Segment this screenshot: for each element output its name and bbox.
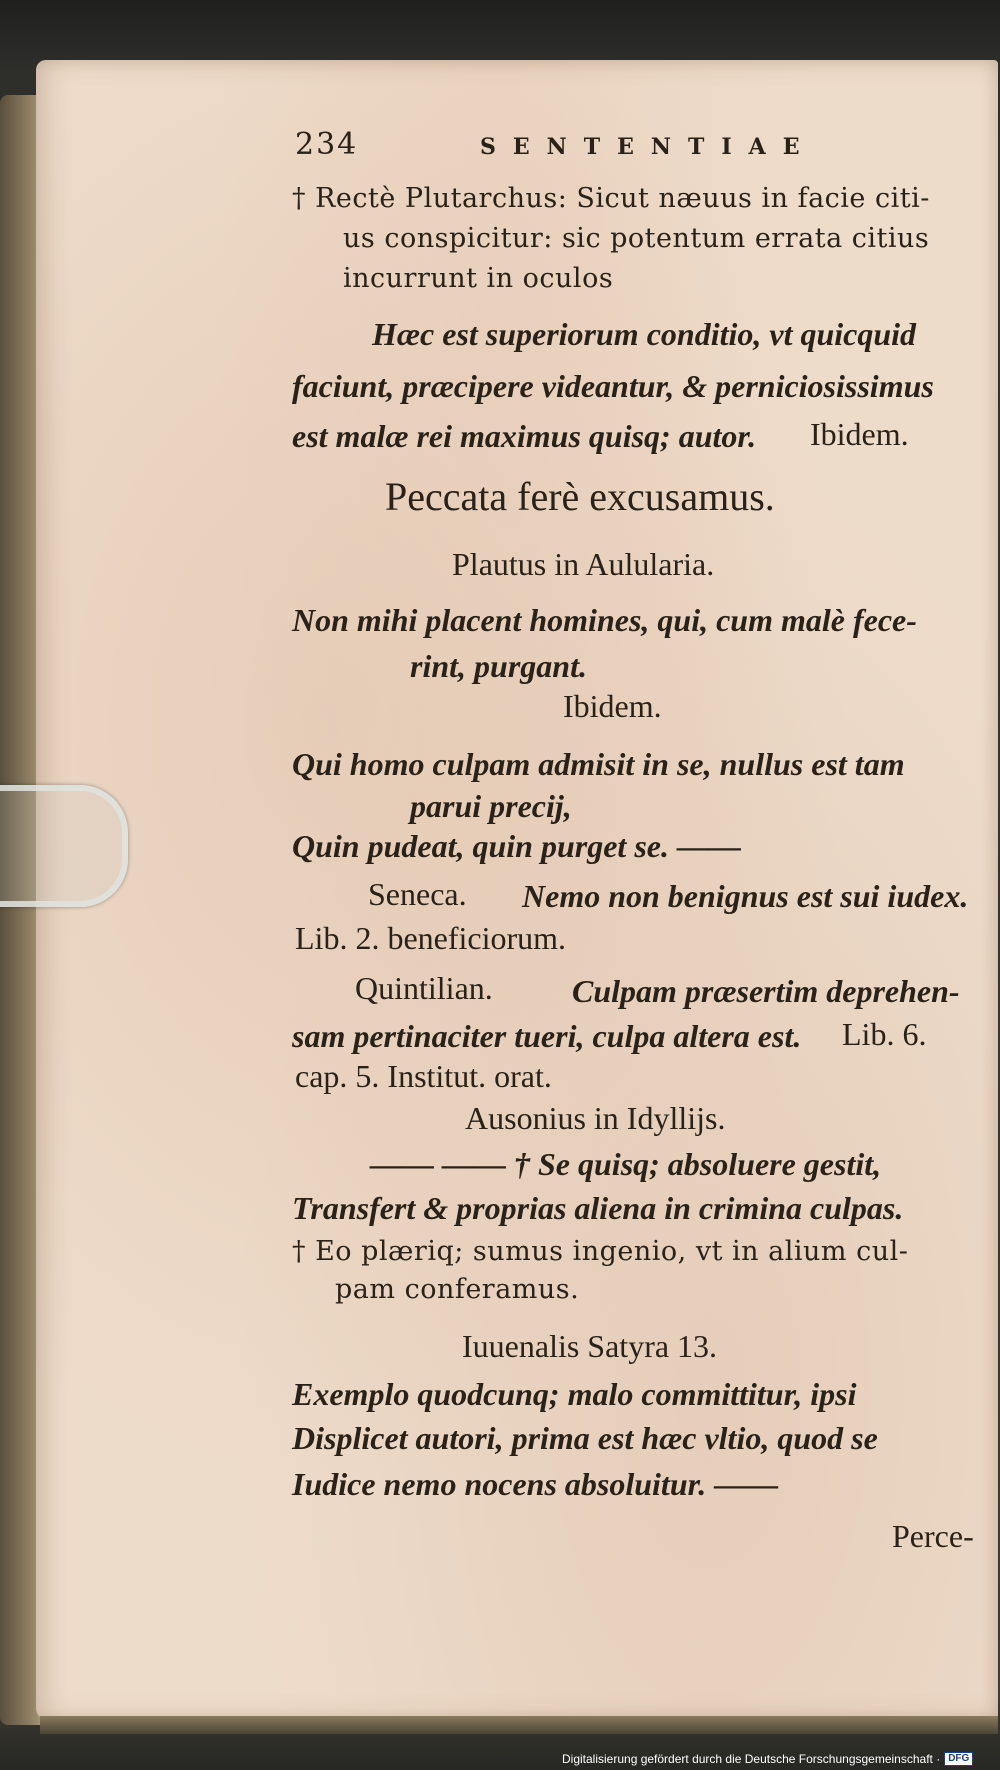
author-heading: Seneca. bbox=[368, 876, 467, 912]
text-line: —— —— † Se quisq; absoluere gestit, bbox=[370, 1146, 882, 1182]
page-number: 234 bbox=[295, 127, 359, 162]
footer-text: Digitalisierung gefördert durch die Deutsche Forschungsgemeinschaft · bbox=[562, 1752, 941, 1766]
source-citation: Lib. 6. bbox=[842, 1016, 927, 1052]
catchword: Perce- bbox=[892, 1518, 974, 1554]
author-heading: Ibidem. bbox=[563, 688, 662, 724]
source-citation: Ibidem. bbox=[810, 416, 909, 452]
book-bottom-edge bbox=[40, 1716, 998, 1734]
text-line: us conspicitur: sic potentum errata citius bbox=[343, 223, 930, 254]
author-heading: Plautus in Aulularia. bbox=[452, 546, 715, 582]
text-line: † Eo plæriq; sumus ingenio, vt in alium cul- bbox=[292, 1236, 909, 1267]
text-line: † Rectè Plutarchus: Sicut næuus in facie citi- bbox=[292, 183, 930, 214]
text-line: Quin pudeat, quin purget se. —— bbox=[292, 828, 741, 864]
text-line: sam pertinaciter tueri, culpa altera est. bbox=[292, 1018, 802, 1054]
dfg-logo: DFG bbox=[944, 1752, 973, 1766]
running-title: SENTENTIAE bbox=[480, 134, 817, 160]
text-line: pam conferamus. bbox=[335, 1274, 580, 1305]
source-citation: cap. 5. Institut. orat. bbox=[295, 1058, 552, 1094]
section-heading: Peccata ferè excusamus. bbox=[385, 474, 775, 519]
text-line: Exemplo quodcunq; malo committitur, ipsi bbox=[292, 1376, 857, 1412]
page-clip bbox=[0, 785, 128, 907]
text-line: Culpam præsertim deprehen- bbox=[572, 973, 960, 1009]
author-heading: Quintilian. bbox=[355, 970, 493, 1006]
text-line: Qui homo culpam admisit in se, nullus est tam bbox=[292, 746, 905, 782]
author-heading: Ausonius in Idyllijs. bbox=[465, 1100, 726, 1136]
text-line: est malæ rei maximus quisq; autor. bbox=[292, 418, 757, 454]
text-line: Displicet autori, prima est hæc vltio, quod se bbox=[292, 1420, 878, 1456]
text-line: parui precij, bbox=[410, 788, 572, 824]
source-citation: Lib. 2. beneficiorum. bbox=[295, 920, 567, 956]
text-line: Nemo non benignus est sui iudex. bbox=[522, 878, 969, 914]
text-line: Non mihi placent homines, qui, cum malè fece- bbox=[292, 602, 917, 638]
author-heading: Iuuenalis Satyra 13. bbox=[462, 1328, 718, 1364]
text-line: faciunt, præcipere videantur, & perniciosissimus bbox=[292, 368, 934, 404]
text-line: Transfert & proprias aliena in crimina culpas. bbox=[292, 1190, 904, 1226]
digitization-footer bbox=[562, 1752, 973, 1766]
text-line: Hæc est superiorum conditio, vt quicquid bbox=[372, 316, 917, 352]
text-line: incurrunt in oculos bbox=[343, 263, 614, 294]
text-line: rint, purgant. bbox=[410, 648, 587, 684]
text-line: Iudice nemo nocens absoluitur. —— bbox=[292, 1466, 779, 1502]
